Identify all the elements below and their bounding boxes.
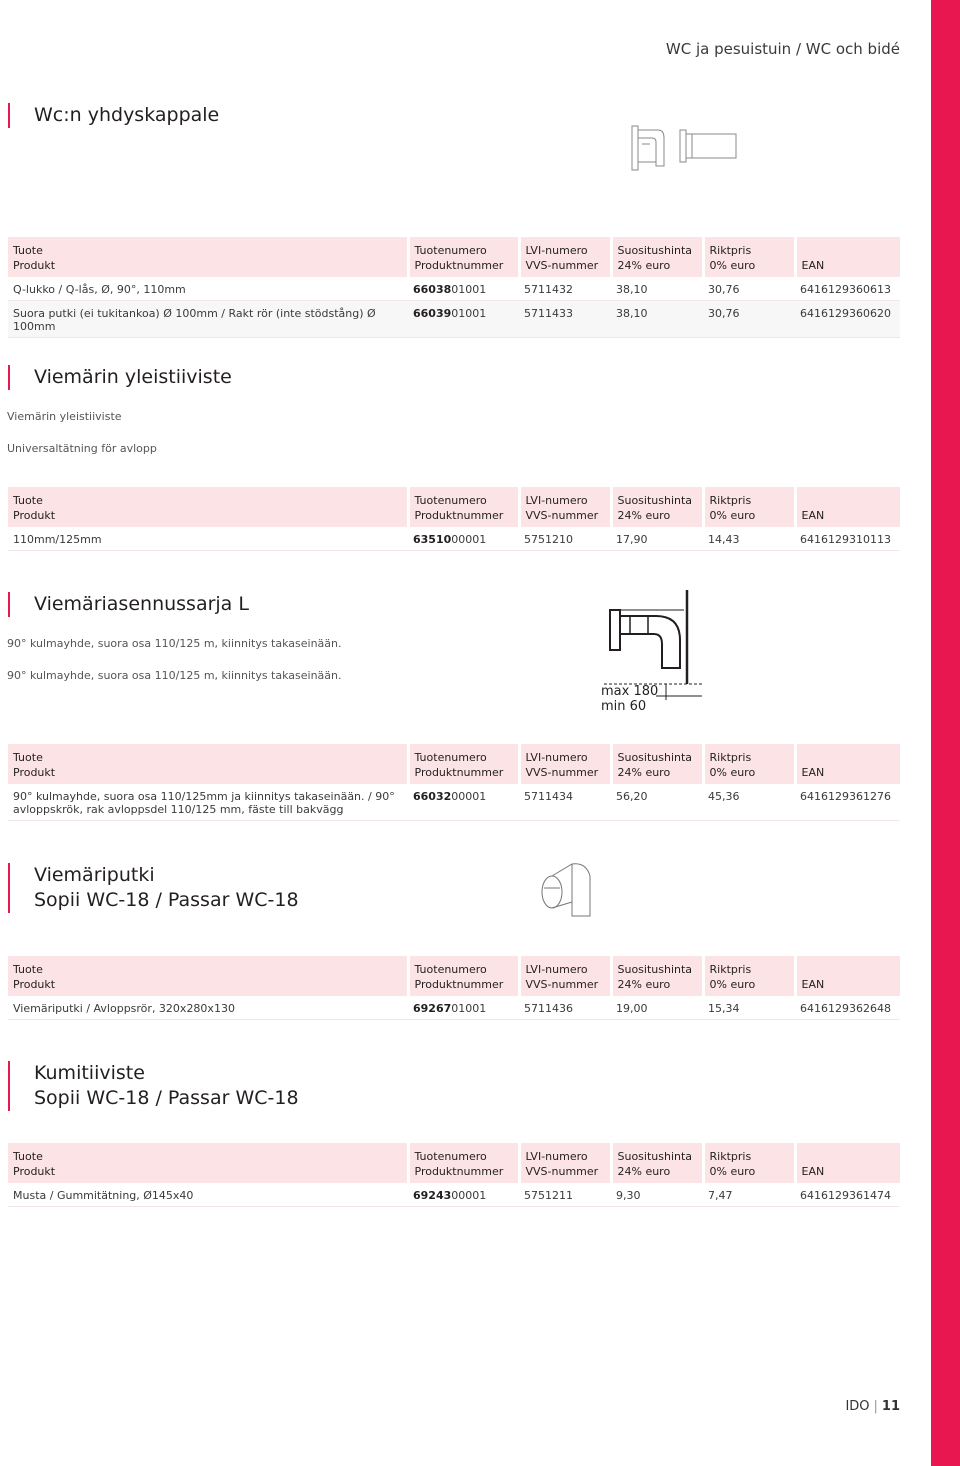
section-subtitle: Sopii WC-18 / Passar WC-18	[34, 1087, 299, 1109]
col-ean: EAN	[795, 1143, 900, 1183]
section-title-rubber-seal	[8, 1061, 299, 1111]
table-header-row	[8, 956, 900, 996]
col-price-0: Riktpris 0% euro	[703, 956, 795, 996]
col-product-number: Tuotenumero Produktnummer	[408, 487, 519, 527]
col-price-24: Suositushinta 24% euro	[611, 1143, 703, 1183]
table-header-row	[8, 1143, 900, 1183]
dimension-max-label: max 180	[601, 684, 659, 699]
page-number: 11	[881, 1399, 900, 1414]
section-title-installation-set	[8, 592, 249, 617]
table-row: Viemäriputki / Avloppsrör, 320x280x130 6926701001 5711436 19,00 15,34 6416129362648	[8, 996, 900, 1020]
col-price-0: Riktpris 0% euro	[703, 237, 795, 277]
col-lvi: LVI-numero VVS-nummer	[519, 744, 611, 784]
col-product-number: Tuotenumero Produktnummer	[408, 237, 519, 277]
col-price-24: Suositushinta 24% euro	[611, 956, 703, 996]
table-header-row	[8, 237, 900, 277]
col-price-24: Suositushinta 24% euro	[611, 744, 703, 784]
wc-connector-illustration	[628, 122, 743, 174]
col-product-number: Tuotenumero Produktnummer	[408, 956, 519, 996]
product-table-installation-set	[8, 744, 900, 821]
accent-side-bar	[931, 0, 960, 1466]
description-sv: Universaltätning för avlopp	[7, 442, 157, 455]
col-ean: EAN	[795, 237, 900, 277]
col-lvi: LVI-numero VVS-nummer	[519, 237, 611, 277]
section-title-text: Viemäriputki	[34, 864, 155, 886]
drain-pipe-illustration	[536, 858, 596, 922]
section-title-wc-connector	[8, 103, 219, 128]
product-table-rubber-seal	[8, 1143, 900, 1207]
section-title-drain-pipe	[8, 863, 299, 913]
dimension-min-label: min 60	[601, 699, 647, 714]
col-price-24: Suositushinta 24% euro	[611, 237, 703, 277]
product-table-universal-seal	[8, 487, 900, 551]
table-header-row	[8, 487, 900, 527]
page-header: WC ja pesuistuin / WC och bidé	[665, 40, 900, 58]
col-price-0: Riktpris 0% euro	[703, 744, 795, 784]
col-product: Tuote Produkt	[8, 487, 408, 527]
product-table-wc-connector	[8, 237, 900, 338]
col-product: Tuote Produkt	[8, 744, 408, 784]
section-title-text: Wc:n yhdyskappale	[34, 104, 220, 126]
table-row: 110mm/125mm 6351000001 5751210 17,90 14,43 6416129310113	[8, 527, 900, 551]
col-price-0: Riktpris 0% euro	[703, 487, 795, 527]
col-product: Tuote Produkt	[8, 1143, 408, 1183]
product-table-drain-pipe	[8, 956, 900, 1020]
section-title-universal-seal	[8, 365, 232, 390]
description-fi: Viemärin yleistiiviste	[7, 410, 122, 423]
col-product: Tuote Produkt	[8, 956, 408, 996]
section-title-text: Viemäriasennussarja L	[34, 593, 249, 615]
installation-set-drawing	[596, 588, 706, 714]
section-title-text: Viemärin yleistiiviste	[34, 366, 232, 388]
table-row: Q-lukko / Q-lås, Ø, 90°, 110mm 6603801001 5711432 38,10 30,76 6416129360613	[8, 277, 900, 301]
table-header-row	[8, 744, 900, 784]
col-ean: EAN	[795, 956, 900, 996]
col-lvi: LVI-numero VVS-nummer	[519, 487, 611, 527]
description-fi: 90° kulmayhde, suora osa 110/125 m, kiinnitys takaseinään.	[7, 637, 342, 650]
col-lvi: LVI-numero VVS-nummer	[519, 956, 611, 996]
col-price-0: Riktpris 0% euro	[703, 1143, 795, 1183]
col-ean: EAN	[795, 744, 900, 784]
col-lvi: LVI-numero VVS-nummer	[519, 1143, 611, 1183]
brand-label: IDO	[845, 1399, 870, 1414]
section-title-text: Kumitiiviste	[34, 1062, 145, 1084]
page-footer	[845, 1399, 900, 1414]
col-ean: EAN	[795, 487, 900, 527]
table-row: Musta / Gummitätning, Ø145x40 6924300001 5751211 9,30 7,47 6416129361474	[8, 1183, 900, 1207]
section-subtitle: Sopii WC-18 / Passar WC-18	[34, 889, 299, 911]
footer-separator: |	[873, 1399, 878, 1414]
table-row: 90° kulmayhde, suora osa 110/125mm ja kiinnitys takaseinään. / 90° avloppskrök, rak avloppsdel 110/125 mm, fäste till bakvägg 6603200001 5711434 56,20 45,36 6416129361276	[8, 784, 900, 821]
col-price-24: Suositushinta 24% euro	[611, 487, 703, 527]
col-product-number: Tuotenumero Produktnummer	[408, 744, 519, 784]
table-row: Suora putki (ei tukitankoa) Ø 100mm / Rakt rör (inte stödstång) Ø 100mm 6603901001 5711433 38,10 30,76 6416129360620	[8, 301, 900, 338]
description-sv: 90° kulmayhde, suora osa 110/125 m, kiinnitys takaseinään.	[7, 669, 342, 682]
col-product: Tuote Produkt	[8, 237, 408, 277]
col-product-number: Tuotenumero Produktnummer	[408, 1143, 519, 1183]
